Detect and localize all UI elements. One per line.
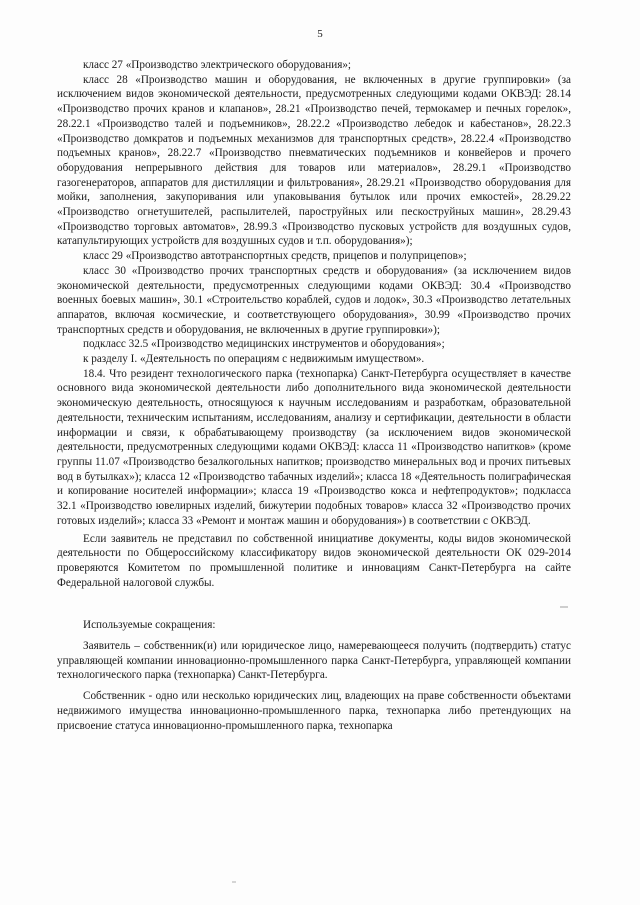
document-body [57,58,571,733]
abbreviations-heading: Используемые сокращения: [83,619,216,632]
paragraph-class-27: класс 27 «Производство электрического оборудования»; [83,59,352,71]
paragraph-subclass-32-5: подкласс 32.5 «Производство медицинских инструментов и оборудования»; [83,338,445,351]
abbreviation-applicant: Заявитель – собственник(и) или юридическое лицо, намеревающееся получить (подтвердить) статус управляющей компании инновационно-промышленного парка Санкт-Петербурга, управляющей компании технологического парка (технопарка) Санкт-Петербурга. [57,640,571,682]
page-number: 5 [317,28,323,40]
abbreviations-section [57,618,571,733]
paragraph-section-l: к разделу I. «Деятельность по операциям с недвижимым имуществом». [83,353,425,366]
paragraph-class-29: класс 29 «Производство автотранспортных средств, прицепов и полуприцепов»; [83,250,467,263]
paragraph-class-30: класс 30 «Производство прочих транспортных средств и оборудования» (за исключением видов экономической деятельности, предусмотренных следующими кодами ОКВЭД: 30.4 «Производство военных боевых машин», 30.1 «Строительство кораблей, судов и лодок», 30.3 «Производство летательных аппаратов, включая космические, и соответствующего оборудования», 30.99 «Производство прочих транспортных средств и оборудования, не включенных в другие группировки»); [57,264,571,336]
abbreviation-owner: Собственник - одно или несколько юридических лиц, владеющих на праве собственности объектами недвижимого имущества инновационно-промышленного парка, технопарка либо претендующих на присвоение статуса инновационно-промышленного парка, технопарка [57,690,571,732]
paragraph-18-4: 18.4. Что резидент технологического парка (технопарка) Санкт-Петербурга осуществляет в качестве основного вида экономической деятельности либо дополнительного вида экономической деятельности экономическую деятельность, относящуюся к научным исследованиям и разработкам, образовательной деятельности, техническим испытаниям, исследованиям, анализу и сертификации, деятельности в области информации и связи, к обрабатывающему производству (за исключением видов экономической деятельности, предусмотренных следующими кодами ОКВЭД: класса 11 «Производство напитков» (кроме группы 11.07 «Производство безалкогольных напитков; производство минеральных вод и прочих питьевых вод в бутылках»); класса 12 «Производство табачных изделий»; класса 18 «Деятельность полиграфическая и копирование носителей информации»; класса 19 «Производство кокса и нефтепродуктов»; подкласса 32.1 «Производство ювелирных изделий, бижутерии подобных товаров» класса 32 «Производство прочих готовых изделий»; класса 33 «Ремонт и монтаж машин и оборудования») в соответствии с ОКВЭД. [57,367,571,527]
paragraph-okved-check: Если заявитель не представил по собственной инициативе документы, коды видов экономической деятельности по Общероссийскому классификатору видов экономической деятельности ОК 029-2014 проверяются Комитетом по промышленной политике и инновациям Санкт-Петербурга на сайте Федеральной налоговой службы. [57,532,571,589]
paragraph-class-28: класс 28 «Производство машин и оборудования, не включенных в другие группировки» (за исключением видов экономической деятельности, предусмотренных следующими кодами ОКВЭД: 28.14 «Производство прочих кранов и клапанов», 28.21 «Производство печей, термокамер и печных горелок», 28.22.1 «Производство талей и подъемников», 28.22.2 «Производство лебедок и кабестанов», 28.22.3 «Производство домкратов и подъемных механизмов для транспортных средств», 28.22.4 «Производство подъемных кранов», 28.22.7 «Производство пневматических подъемников и конвейеров и прочего оборудования непрерывного действия для товаров или материалов», 28.29.1 «Производство газогенераторов, аппаратов для дистилляции и фильтрования», 28.29.21 «Производство оборудования для мойки, заполнения, закупоривания или упаковывания бутылок или прочих емкостей», 28.29.22 «Производство огнетушителей, распылителей, пароструйных или пескоструйных машин», 28.29.43 «Производство торговых автоматов», 28.99.3 «Производство пусковых устройств для воздушных судов, катапультирующих устройств для воздушных судов и т.п. оборудования»); [57,73,571,248]
